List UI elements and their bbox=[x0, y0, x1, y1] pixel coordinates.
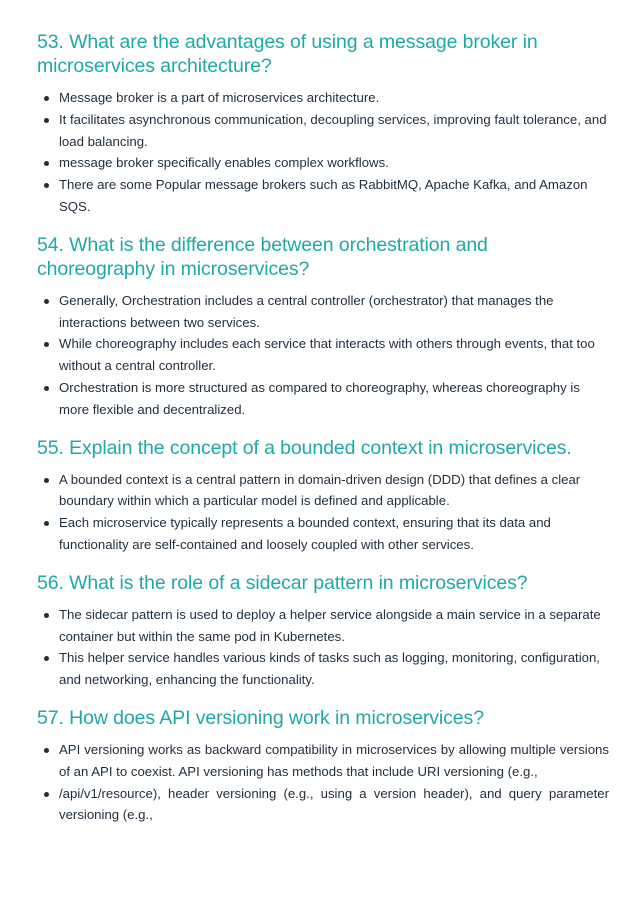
bullet-icon bbox=[44, 478, 49, 483]
bullet-icon bbox=[44, 342, 49, 347]
list-item bbox=[37, 647, 609, 691]
question-56-points bbox=[37, 604, 609, 691]
list-item bbox=[37, 333, 609, 377]
bullet-icon bbox=[44, 161, 49, 166]
list-item bbox=[37, 109, 609, 153]
bullet-icon bbox=[44, 613, 49, 618]
bullet-icon bbox=[44, 656, 49, 661]
question-53-title: 53. What are the advantages of using a message broker in microservices architecture? bbox=[37, 31, 538, 77]
bullet-icon bbox=[44, 521, 49, 526]
list-item-text: The sidecar pattern is used to deploy a helper service alongside a main service in a separate container but within the same pod in Kubernetes. bbox=[59, 606, 601, 644]
list-item bbox=[37, 174, 609, 218]
list-item bbox=[37, 739, 609, 783]
list-item-text: While choreography includes each service that interacts with others through events, that too without a central controller. bbox=[59, 336, 595, 374]
list-item bbox=[37, 604, 609, 648]
bullet-icon bbox=[44, 386, 49, 391]
list-item bbox=[37, 512, 609, 556]
bullet-icon bbox=[44, 96, 49, 101]
question-54-title: 54. What is the difference between orchestration and choreography in microservices? bbox=[37, 233, 488, 280]
list-item-text: Message broker is a part of microservices architecture. bbox=[59, 90, 380, 105]
list-item bbox=[37, 377, 609, 421]
list-item bbox=[37, 87, 609, 109]
list-item-text: /api/v1/resource), header versioning (e.g., using a version header), and query parameter versioning (e.g., bbox=[59, 785, 609, 823]
list-item bbox=[37, 783, 609, 827]
question-54-points bbox=[37, 290, 609, 421]
question-57-points bbox=[37, 739, 609, 826]
document-page bbox=[37, 30, 609, 841]
question-55-points bbox=[37, 469, 609, 556]
question-56-title: 56. What is the role of a sidecar pattern in microservices? bbox=[37, 571, 528, 594]
list-item bbox=[37, 290, 609, 334]
bullet-icon bbox=[44, 792, 49, 797]
list-item-text: message broker specifically enables complex workflows. bbox=[59, 155, 389, 171]
question-54 bbox=[37, 233, 609, 421]
question-55 bbox=[37, 436, 609, 556]
question-53 bbox=[37, 30, 609, 218]
list-item bbox=[37, 469, 609, 513]
list-item-text: This helper service handles various kinds of tasks such as logging, monitoring, configuration, and networking, enhancing the functionality. bbox=[59, 650, 600, 688]
question-56 bbox=[37, 571, 609, 691]
bullet-icon bbox=[44, 118, 49, 123]
list-item-text: It facilitates asynchronous communication, decoupling services, improving fault tolerance, and load balancing. bbox=[59, 111, 607, 149]
question-53-points bbox=[37, 87, 609, 218]
list-item-text: API versioning works as backward compatibility in microservices by allowing multiple versions of an API to coexist. API versioning has methods that include URI versioning (e.g., bbox=[59, 741, 609, 779]
question-57 bbox=[37, 706, 609, 826]
question-55-title: 55. Explain the concept of a bounded context in microservices. bbox=[37, 436, 572, 459]
question-57-title: 57. How does API versioning work in microservices? bbox=[37, 706, 484, 729]
list-item bbox=[37, 152, 609, 174]
list-item-text: Orchestration is more structured as compared to choreography, whereas choreography is more flexible and decentralized. bbox=[59, 379, 580, 417]
list-item-text: Generally, Orchestration includes a central controller (orchestrator) that manages the interactions between two services. bbox=[59, 292, 554, 330]
list-item-text: A bounded context is a central pattern in domain-driven design (DDD) that defines a clear boundary within which a particular model is defined and applicable. bbox=[59, 471, 581, 509]
list-item-text: There are some Popular message brokers such as RabbitMQ, Apache Kafka, and Amazon SQS. bbox=[59, 177, 588, 214]
bullet-icon bbox=[44, 183, 49, 188]
bullet-icon bbox=[44, 299, 49, 304]
bullet-icon bbox=[44, 748, 49, 753]
list-item-text: Each microservice typically represents a bounded context, ensuring that its data and functionality are self-contained and loosely coupled with other services. bbox=[59, 515, 551, 552]
